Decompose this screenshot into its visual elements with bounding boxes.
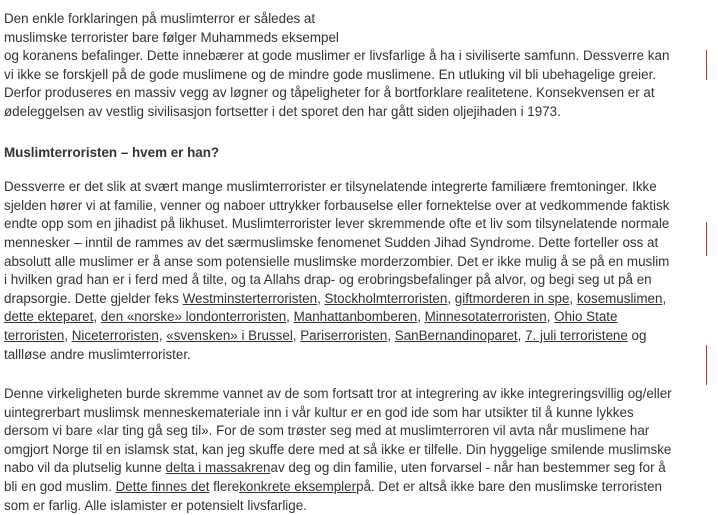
text-line: Den enkle forklaringen på muslimterror er således at: [4, 11, 316, 26]
margin-marker: [706, 50, 707, 80]
text-line: tallløse andre muslimterrorister.: [4, 346, 191, 362]
text-line: dersom vi bare «lar ting gå seg til». For de som trøster seg med at muslimterroren vil avta når muslimene har: [4, 423, 650, 439]
link-nice[interactable]: Niceterroristen: [71, 327, 159, 343]
text-line: dette ekteparet, den «norske» londonterroristen, Manhattanbomberen, Minnesotaterroristen, Ohio State: [4, 309, 618, 325]
text-fragment: drapsorgie. Dette gjelder feks: [4, 290, 183, 306]
link-sanbernardino[interactable]: SanBernandinoparet: [394, 327, 518, 343]
link-ekteparet[interactable]: dette ekteparet: [4, 309, 94, 325]
text-line: sjelden hører vi at familie, venner og naboer uttrykker forbauselse eller fornektelse over at vedkommende faktisk: [4, 197, 670, 213]
text-line: omgjort Norge til en islamsk stat, kan jeg skuffe dere med at så ikke er tilfelle. Din hyggelige smilende muslimske: [4, 441, 672, 457]
link-ohio-cont[interactable]: terroristen: [4, 327, 65, 343]
text-line: endte opp som en jihadist på likhuset. Muslimterrorister lever skremmende ofte et liv som tilsynelatende normale: [4, 216, 670, 232]
text-line: ødeleggelsen av vestlig sivilisasjon fortsetter i det sporet den har gått siden oljejihaden i 1973.: [4, 103, 561, 119]
text-fragment: av deg og din familie, uten forvarsel - når han bestemmer seg for å: [270, 460, 666, 476]
link-7-juli[interactable]: 7. juli terroristene: [525, 327, 628, 343]
link-london[interactable]: den «norske» londonterroristen: [100, 309, 287, 325]
link-dette-finnes-det[interactable]: Dette finnes det: [115, 479, 210, 495]
link-konkrete-eksempler[interactable]: konkrete eksempler: [239, 479, 357, 495]
text-fragment: flere: [209, 479, 240, 495]
text-line: muslimske terrorister bare følger Muhammeds eksempel: [4, 29, 339, 45]
link-minnesota[interactable]: Minnesotaterroristen: [424, 309, 547, 325]
section-heading: Muslimterroristen – hvem er han?: [4, 144, 220, 160]
paragraph-who: [4, 178, 704, 364]
link-massakren[interactable]: delta i massakren: [165, 460, 271, 476]
text-line: som er farlig. Alle islamister er potensielt livsfarlige.: [4, 497, 307, 513]
text-line: [4, 478, 704, 497]
text-fragment: bli en god muslim.: [4, 479, 116, 495]
text-line: absolutt alle muslimer er å anse som potensielle muslimske morderzombier. Det er ikke mulig å se på en muslim: [4, 253, 670, 269]
text-line: vi ikke se forskjell på de gode muslimene og de mindre gode muslimene. En utluking vil bli ubehagelige greier.: [4, 66, 657, 82]
paragraph-reality: [4, 385, 704, 515]
text-line: [4, 459, 704, 478]
text-fragment: på. Det er altså ikke bare den muslimske terroristen: [356, 479, 662, 495]
article-body: [4, 0, 704, 515]
text-line: drapsorgie. Dette gjelder feks Westminsterterroristen, Stockholmterroristen, giftmorderen in spe, kosemuslimen,: [4, 290, 667, 306]
text-line: Dessverre er det slik at svært mange muslimterrorister er tilsynelatende integrerte familiære fremtoninger. Ikke: [4, 179, 657, 195]
link-brussel[interactable]: «svensken» i Brussel: [166, 327, 293, 343]
paragraph-intro: [4, 10, 704, 122]
text-line: Denne virkeligheten burde skremme vannet av de som fortsatt tror at integrering av ikke integreringsvillig og/eller: [4, 386, 672, 402]
link-westminster[interactable]: Westminsterterroristen: [182, 290, 318, 306]
link-paris[interactable]: Pariserroristen: [300, 327, 388, 343]
text-line: i hvilken grad han er i ferd med å tilte, og ta Allahs drap- og erobringsbefalinger på alvor, og begi seg ut på en: [4, 272, 652, 288]
link-manhattan[interactable]: Manhattanbomberen: [293, 309, 418, 325]
margin-marker: [706, 222, 707, 256]
link-kosemuslimen[interactable]: kosemuslimen: [576, 290, 663, 306]
text-line: mennesker – inntil de rammes av det særmuslimske fenomenet Sudden Jihad Syndrome. Dette forteller oss at: [4, 234, 659, 250]
margin-marker: [706, 345, 707, 385]
text-line: og koranens befalinger. Dette innebærer at gode muslimer er livsfarlige å ha i siviliserte samfunn. Dessverre kan: [4, 48, 670, 64]
link-giftmorderen[interactable]: giftmorderen in spe: [454, 290, 570, 306]
text-line: uintegrerbart muslimsk menneskemateriale inn i vår kultur er en god ide som har utsikter til å kunne lykkes: [4, 404, 634, 420]
text-line: terroristen, Niceterroristen, «svensken» i Brussel, Pariserroristen, SanBernandinoparet, 7. juli terroristene og: [4, 327, 647, 343]
link-ohio[interactable]: Ohio State: [554, 309, 618, 325]
link-stockholm[interactable]: Stockholmterroristen: [324, 290, 448, 306]
text-fragment: nabo vil da plutselig kunne: [4, 460, 166, 476]
text-line: Derfor produseres en massiv vegg av løgner og tåpeligheter for å bortforklare realitetene. Konsekvensen er at: [4, 85, 655, 101]
